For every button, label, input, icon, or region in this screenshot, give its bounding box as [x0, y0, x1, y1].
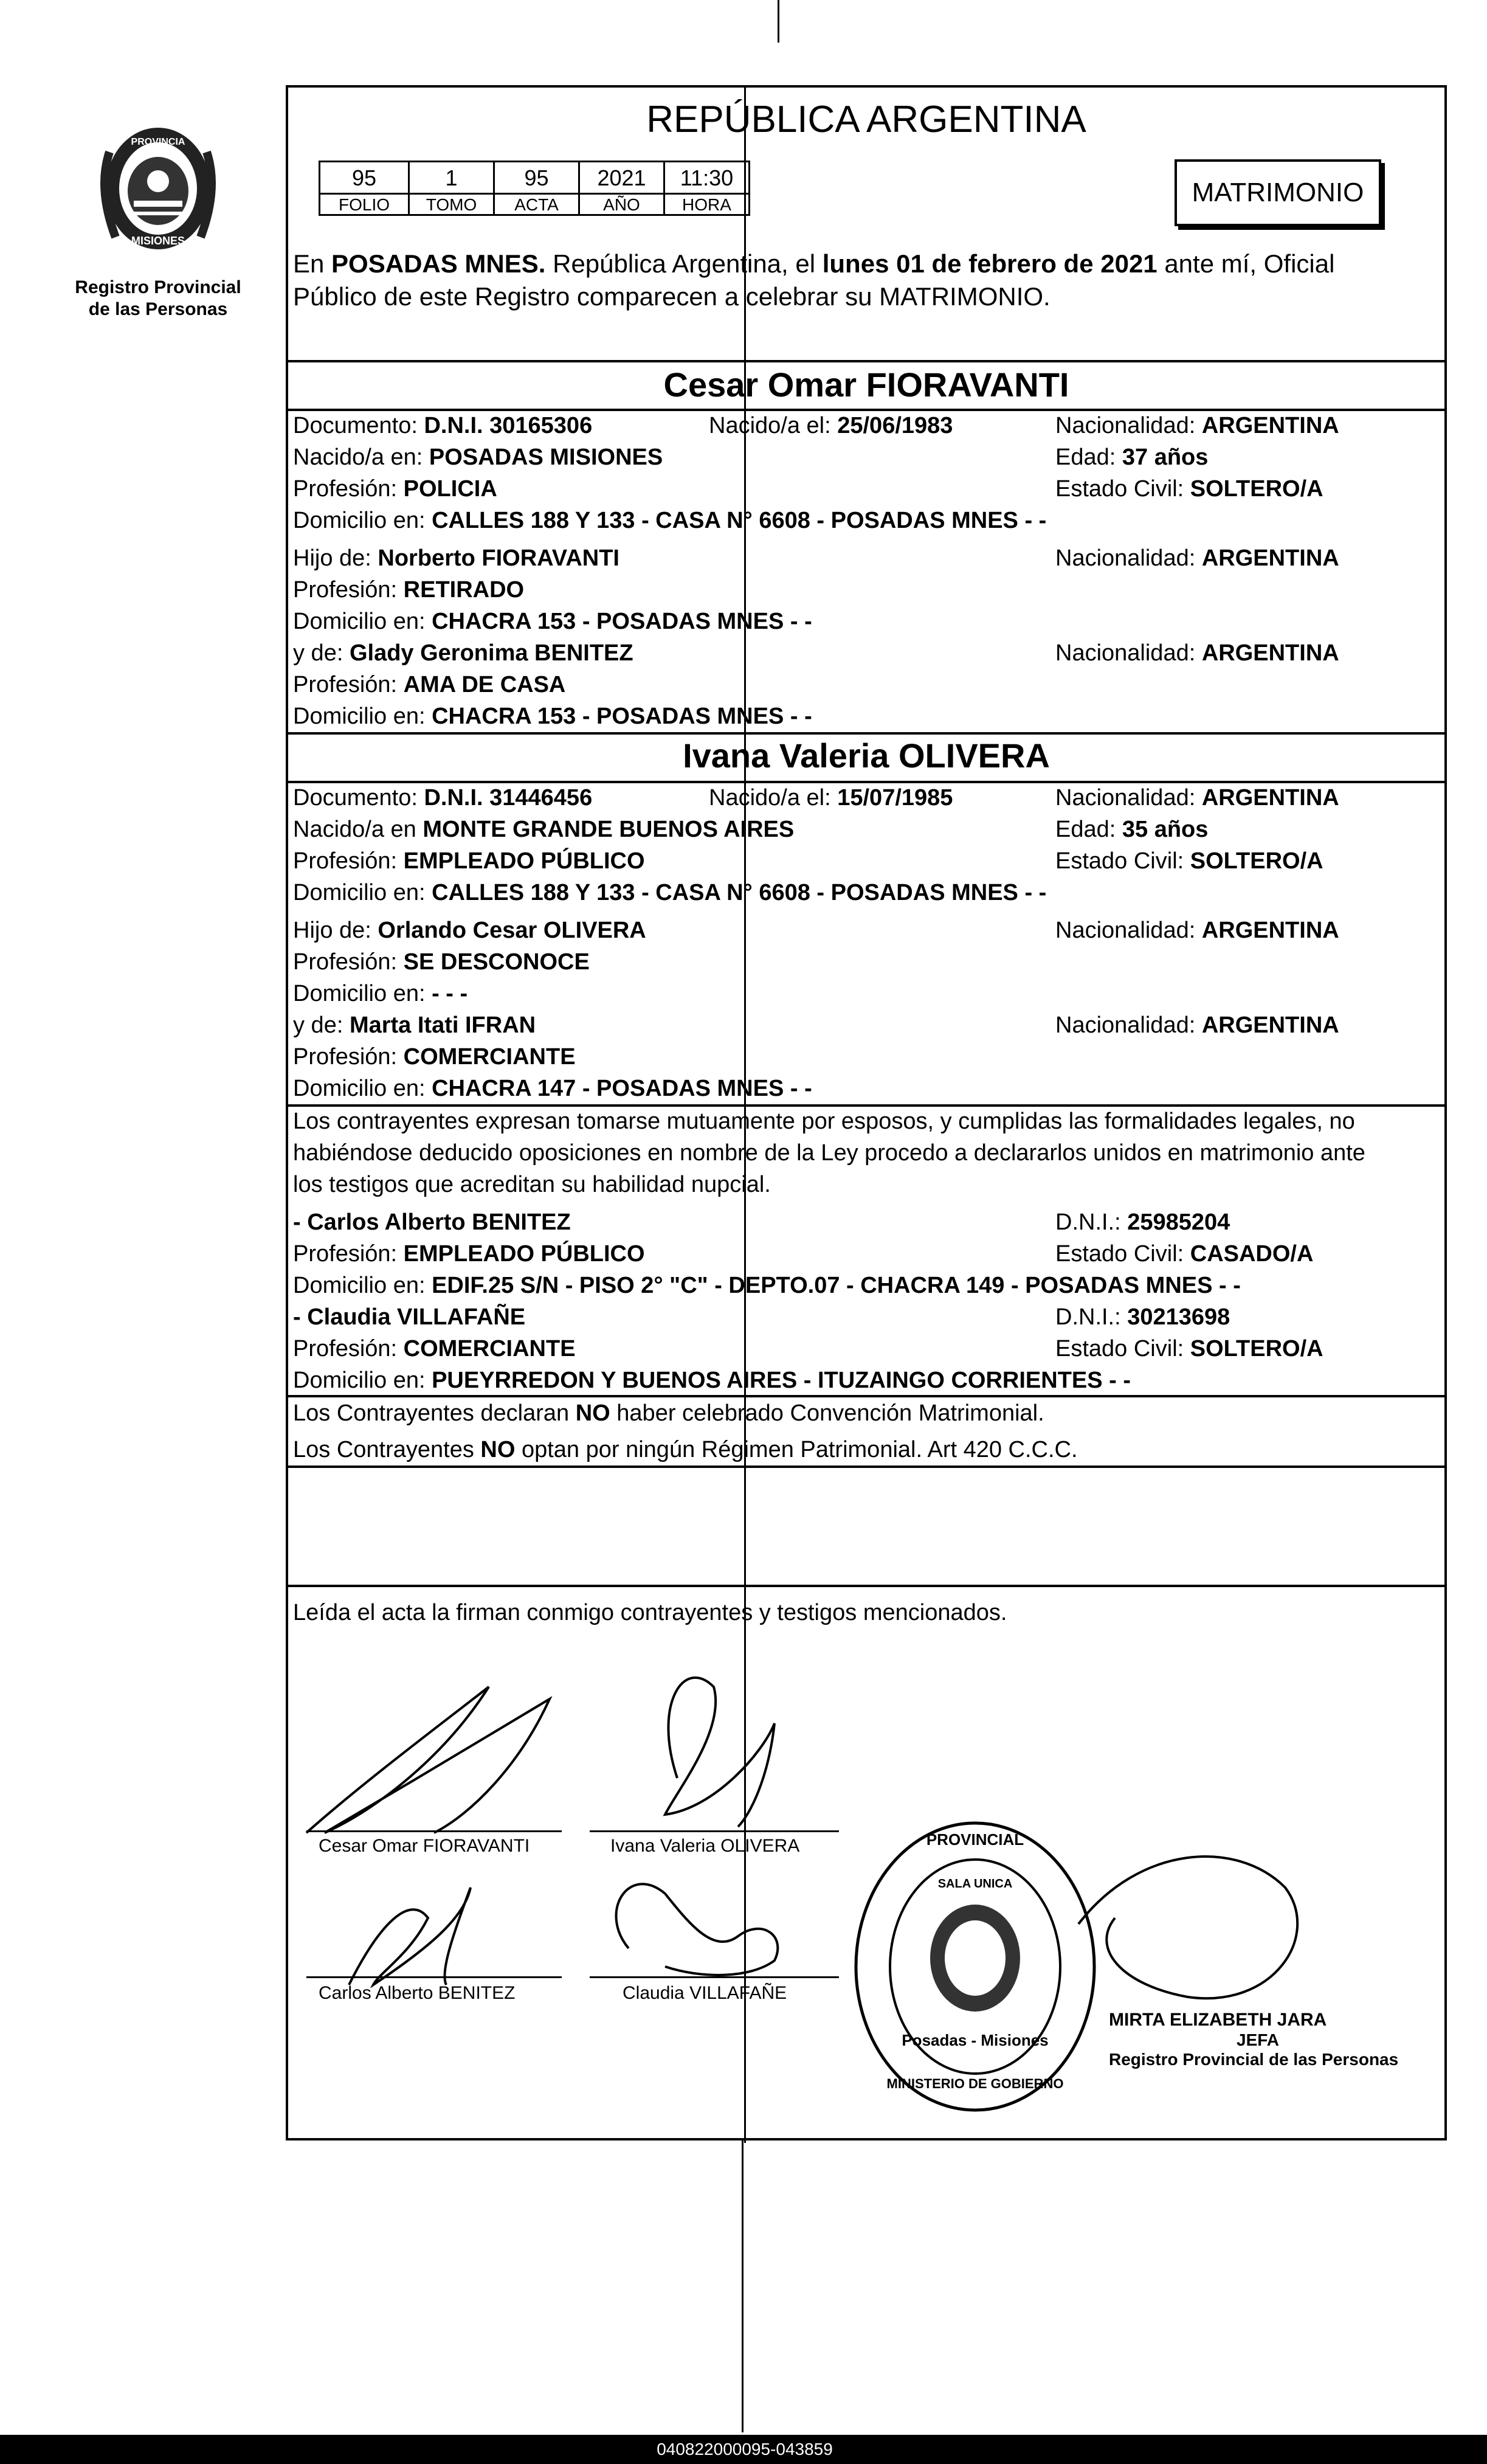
party1-father-profession: Profesión: RETIRADO — [293, 577, 525, 603]
witness2-name: - Claudia VILLAFAÑE — [293, 1304, 526, 1330]
witness1-profession: Profesión: EMPLEADO PÚBLICO — [293, 1241, 645, 1267]
party1-birthplace: Nacido/a en: POSADAS MISIONES — [293, 445, 663, 470]
party1-birthdate: Nacido/a el: 25/06/1983 — [709, 413, 953, 438]
divider — [288, 360, 1444, 362]
anio-value: 2021 — [578, 161, 665, 195]
anio-label: AÑO — [578, 193, 665, 216]
witness1-address: Domicilio en: EDIF.25 S/N - PISO 2° "C" - DEPTO.07 - CHACRA 149 - POSADAS MNES - - — [293, 1273, 1241, 1298]
witness2-address: Domicilio en: PUEYRREDON Y BUENOS AIRES - ITUZAINGO CORRIENTES - - — [293, 1368, 1131, 1393]
official-name: MIRTA ELIZABETH JARA — [1109, 2010, 1327, 2030]
marriage-record — [286, 85, 1447, 2140]
acta-value: 95 — [493, 161, 580, 195]
hora-value: 11:30 — [663, 161, 750, 195]
witness2-profession: Profesión: COMERCIANTE — [293, 1336, 576, 1362]
party1-document: Documento: D.N.I. 30165306 — [293, 413, 593, 438]
party2-nationality: Nacionalidad: ARGENTINA — [1055, 785, 1339, 811]
svg-text:PROVINCIA: PROVINCIA — [131, 137, 185, 147]
regime-line-1: Los Contrayentes declaran NO haber celebrado Convención Matrimonial. — [293, 1400, 1044, 1426]
party2-father-nationality: Nacionalidad: ARGENTINA — [1055, 918, 1339, 943]
party2-document: Documento: D.N.I. 31446456 — [293, 785, 593, 811]
svg-text:Posadas - Misiones: Posadas - Misiones — [902, 2031, 1049, 2049]
registry-logo — [85, 116, 231, 274]
witness1-dni: D.N.I.: 25985204 — [1055, 1210, 1230, 1235]
folio-label: FOLIO — [319, 193, 410, 216]
party2-father: Hijo de: Orlando Cesar OLIVERA — [293, 918, 646, 943]
tomo-label: TOMO — [408, 193, 495, 216]
party1-mother: y de: Glady Geronima BENITEZ — [293, 640, 633, 666]
signer-1-name: Cesar Omar FIORAVANTI — [319, 1836, 530, 1856]
barcode-number: 040822000095-043859 — [629, 2438, 860, 2460]
misiones-crest-icon — [85, 116, 231, 274]
svg-text:PROVINCIAL: PROVINCIAL — [926, 1830, 1024, 1849]
witness2-dni: D.N.I.: 30213698 — [1055, 1304, 1230, 1330]
party2-mother-address: Domicilio en: CHACRA 147 - POSADAS MNES - - — [293, 1076, 812, 1101]
signature-2-scribble — [665, 1678, 775, 1827]
statement-line-3: los testigos que acreditan su habilidad nupcial. — [293, 1172, 771, 1197]
logo-caption-1: Registro Provincial — [75, 277, 241, 297]
divider — [288, 1466, 1444, 1468]
witness1-name: - Carlos Alberto BENITEZ — [293, 1210, 571, 1235]
acta-label: ACTA — [493, 193, 580, 216]
regime-line-2: Los Contrayentes NO optan por ningún Régimen Patrimonial. Art 420 C.C.C. — [293, 1437, 1078, 1462]
svg-text:MINISTERIO DE GOBIERNO: MINISTERIO DE GOBIERNO — [886, 2076, 1064, 2091]
signature-line-4 — [590, 1976, 839, 1978]
signature-line-3 — [306, 1976, 562, 1978]
party2-father-address: Domicilio en: - - - — [293, 981, 468, 1006]
signature-3-scribble — [349, 1888, 471, 1985]
party2-mother: y de: Marta Itati IFRAN — [293, 1012, 536, 1038]
intro-line-2: Público de este Registro comparecen a celebrar su MATRIMONIO. — [293, 282, 1051, 311]
party2-birthdate: Nacido/a el: 15/07/1985 — [709, 785, 953, 811]
signature-line-1 — [306, 1830, 562, 1832]
svg-text:MISIONES: MISIONES — [131, 235, 185, 247]
party1-nationality: Nacionalidad: ARGENTINA — [1055, 413, 1339, 438]
party1-age: Edad: 37 años — [1055, 445, 1209, 470]
fold-tick — [778, 0, 779, 43]
signature-statement: Leída el acta la firman conmigo contrayentes y testigos mencionados. — [293, 1600, 1007, 1625]
signer-4-name: Claudia VILLAFAÑE — [623, 1983, 787, 2003]
party1-name: Cesar Omar FIORAVANTI — [663, 365, 1069, 404]
statement-line-1: Los contrayentes expresan tomarse mutuamente por esposos, y cumplidas las formalidades legales, no — [293, 1109, 1355, 1134]
party1-civil-status: Estado Civil: SOLTERO/A — [1055, 476, 1323, 502]
record-type-label: MATRIMONIO — [1192, 178, 1364, 207]
country-title: REPÚBLICA ARGENTINA — [646, 99, 1086, 140]
party1-mother-nationality: Nacionalidad: ARGENTINA — [1055, 640, 1339, 666]
official-org: Registro Provincial de las Personas — [1109, 2050, 1399, 2069]
party1-father-address: Domicilio en: CHACRA 153 - POSADAS MNES - - — [293, 609, 812, 634]
party2-address: Domicilio en: CALLES 188 Y 133 - CASA N° 6608 - POSADAS MNES - - — [293, 880, 1047, 905]
signer-2-name: Ivana Valeria OLIVERA — [610, 1836, 800, 1856]
party2-birthplace: Nacido/a en MONTE GRANDE BUENOS AIRES — [293, 817, 795, 842]
party1-father-nationality: Nacionalidad: ARGENTINA — [1055, 545, 1339, 571]
folio-value: 95 — [319, 161, 410, 195]
intro-line-1: En POSADAS MNES. República Argentina, el lunes 01 de febrero de 2021 ante mí, Oficial — [293, 249, 1335, 278]
party2-name: Ivana Valeria OLIVERA — [683, 736, 1050, 775]
party1-father: Hijo de: Norberto FIORAVANTI — [293, 545, 619, 571]
party2-mother-profession: Profesión: COMERCIANTE — [293, 1044, 576, 1070]
party1-mother-profession: Profesión: AMA DE CASA — [293, 672, 566, 697]
svg-text:SALA UNICA: SALA UNICA — [937, 1877, 1013, 1891]
official-title: JEFA — [1237, 2030, 1280, 2049]
party2-age: Edad: 35 años — [1055, 817, 1209, 842]
registry-stamp — [847, 1815, 1103, 2119]
signature-4-scribble — [616, 1884, 778, 1975]
party1-profession: Profesión: POLICIA — [293, 476, 497, 502]
party1-address: Domicilio en: CALLES 188 Y 133 - CASA N° 6608 - POSADAS MNES - - — [293, 508, 1047, 533]
official-signature-scribble — [1078, 1857, 1297, 1998]
party2-father-profession: Profesión: SE DESCONOCE — [293, 949, 590, 975]
party2-civil-status: Estado Civil: SOLTERO/A — [1055, 848, 1323, 874]
record-type-box — [1175, 159, 1381, 226]
tomo-value: 1 — [408, 161, 495, 195]
divider — [288, 1395, 1444, 1397]
signature-1-scribble — [306, 1687, 550, 1833]
witness1-civil-status: Estado Civil: CASADO/A — [1055, 1241, 1314, 1267]
statement-line-2: habiéndose deducido oposiciones en nombre de la Ley procedo a declararlos unidos en matrimonio ante — [293, 1140, 1365, 1166]
fold-line-lower — [742, 2140, 744, 2432]
party2-profession: Profesión: EMPLEADO PÚBLICO — [293, 848, 645, 874]
logo-caption-2: de las Personas — [88, 299, 228, 319]
hora-label: HORA — [663, 193, 750, 216]
signature-line-2 — [590, 1830, 839, 1832]
party2-mother-nationality: Nacionalidad: ARGENTINA — [1055, 1012, 1339, 1038]
witness2-civil-status: Estado Civil: SOLTERO/A — [1055, 1336, 1323, 1362]
divider — [288, 1585, 1444, 1587]
party1-mother-address: Domicilio en: CHACRA 153 - POSADAS MNES - - — [293, 704, 812, 729]
signer-3-name: Carlos Alberto BENITEZ — [319, 1983, 516, 2003]
